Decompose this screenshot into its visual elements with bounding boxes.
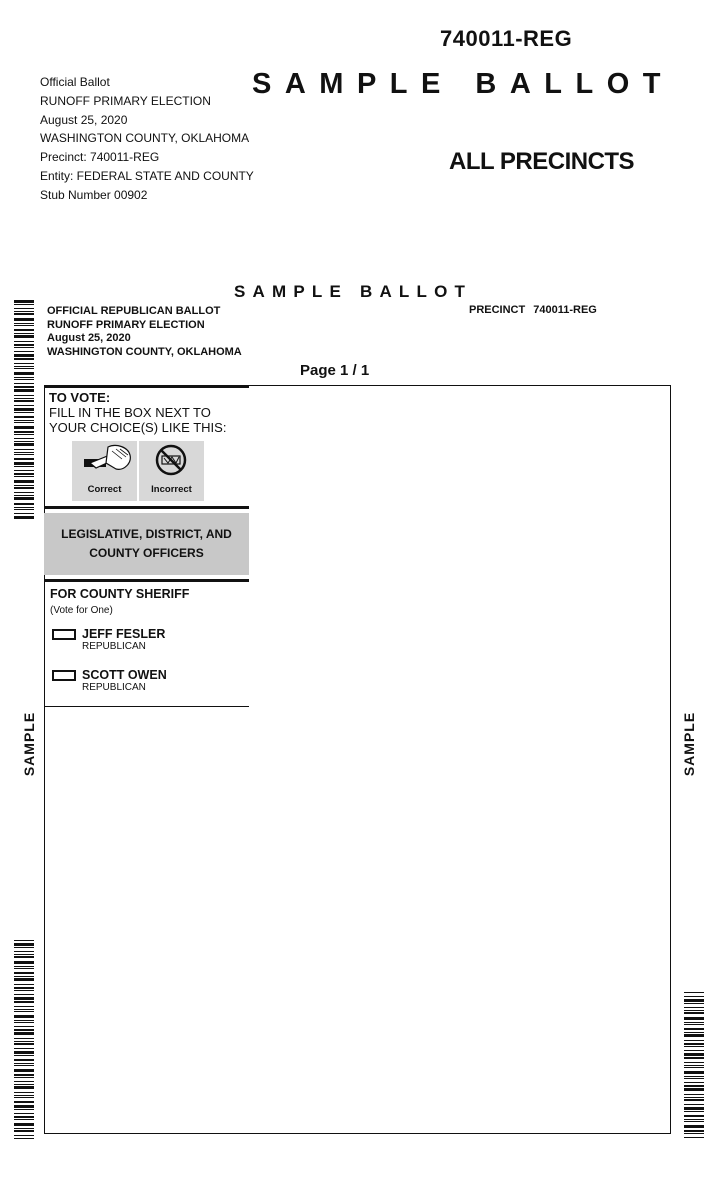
timing-mark xyxy=(14,1092,34,1093)
timing-mark xyxy=(14,1009,34,1010)
timing-mark xyxy=(14,984,34,985)
timing-mark xyxy=(14,1063,34,1064)
ballot-info-line: OFFICIAL REPUBLICAN BALLOT xyxy=(47,305,221,317)
ballot-info-line: WASHINGTON COUNTY, OKLAHOMA xyxy=(47,345,242,358)
timing-mark xyxy=(14,1059,34,1061)
timing-mark xyxy=(14,422,34,423)
header-line: Entity: FEDERAL STATE AND COUNTY xyxy=(40,168,254,183)
timing-mark xyxy=(684,1010,704,1011)
timing-mark xyxy=(14,458,34,460)
timing-mark xyxy=(684,1137,704,1138)
timing-mark xyxy=(14,476,34,477)
timing-mark xyxy=(14,1097,34,1098)
precinct-value: 740011-REG xyxy=(533,304,597,316)
timing-mark xyxy=(14,1084,34,1085)
timing-mark xyxy=(14,1081,34,1082)
timing-mark xyxy=(14,366,34,367)
timing-mark xyxy=(684,1097,704,1098)
instructions-line: YOUR CHOICE(S) LIKE THIS: xyxy=(49,420,227,435)
timing-mark xyxy=(684,1057,704,1059)
candidate-option[interactable] xyxy=(50,668,249,698)
timing-mark xyxy=(14,333,34,334)
timing-mark xyxy=(14,480,34,483)
timing-mark xyxy=(14,368,34,369)
instructions-title: TO VOTE: xyxy=(49,390,111,405)
all-precincts-label: ALL PRECINCTS xyxy=(449,148,635,175)
timing-mark xyxy=(14,1101,34,1103)
timing-mark xyxy=(14,1022,34,1023)
timing-mark xyxy=(14,487,34,489)
ballot-id: 740011-REG xyxy=(440,26,573,51)
timing-mark xyxy=(14,1113,34,1114)
timing-mark xyxy=(14,997,34,1000)
timing-marks-top-left xyxy=(14,300,34,518)
divider xyxy=(44,706,249,707)
vote-for-rule: (Vote for One) xyxy=(50,605,113,616)
timing-mark xyxy=(14,363,34,364)
timing-mark xyxy=(14,956,34,958)
candidate-party: REPUBLICAN xyxy=(82,682,146,693)
divider xyxy=(44,506,249,509)
timing-mark xyxy=(14,377,34,378)
timing-mark xyxy=(684,996,704,997)
header-line: RUNOFF PRIMARY ELECTION xyxy=(40,93,211,108)
timing-marks-bottom-right xyxy=(684,992,704,1140)
timing-mark xyxy=(14,462,34,465)
timing-mark xyxy=(14,495,34,496)
timing-mark xyxy=(14,947,34,948)
sample-ballot-banner: SAMPLE BALLOT xyxy=(252,68,674,100)
timing-mark xyxy=(14,308,34,309)
timing-mark xyxy=(684,1040,704,1041)
timing-mark xyxy=(684,1130,704,1132)
candidate-party: REPUBLICAN xyxy=(82,641,146,652)
timing-mark xyxy=(14,466,34,467)
timing-mark xyxy=(14,1043,34,1045)
timing-mark xyxy=(684,1003,704,1004)
timing-mark xyxy=(684,1024,704,1025)
timing-mark xyxy=(14,389,34,392)
timing-mark xyxy=(684,999,704,1002)
vote-target-box[interactable] xyxy=(52,670,76,681)
timing-mark xyxy=(14,976,34,977)
timing-mark xyxy=(14,470,34,471)
correct-example xyxy=(72,441,137,501)
timing-mark xyxy=(14,426,34,429)
timing-mark xyxy=(684,1007,704,1008)
header-info xyxy=(40,73,254,205)
timing-mark xyxy=(14,311,34,312)
timing-mark xyxy=(14,329,34,331)
timing-mark xyxy=(684,1043,704,1045)
vote-target-box[interactable] xyxy=(52,629,76,640)
timing-mark xyxy=(14,1086,34,1089)
timing-mark xyxy=(14,473,34,475)
header-line: August 25, 2020 xyxy=(40,112,128,127)
timing-mark xyxy=(14,1006,34,1007)
ballot-info-line: August 25, 2020 xyxy=(47,332,131,344)
section-title-line: LEGISLATIVE, DISTRICT, AND xyxy=(61,527,232,541)
timing-mark xyxy=(14,1041,34,1042)
timing-mark xyxy=(14,416,34,418)
timing-mark xyxy=(684,1085,704,1087)
header-line: Precinct: 740011-REG xyxy=(40,150,160,165)
prohibited-icon xyxy=(139,441,204,481)
timing-mark xyxy=(684,1104,704,1105)
timing-mark xyxy=(684,1053,704,1056)
timing-mark xyxy=(14,408,34,411)
timing-mark xyxy=(684,1067,704,1068)
timing-mark xyxy=(684,1046,704,1047)
timing-mark xyxy=(684,1012,704,1014)
timing-mark xyxy=(14,1116,34,1118)
timing-mark xyxy=(14,1032,34,1035)
correct-label: Correct xyxy=(87,484,122,495)
timing-mark xyxy=(684,1115,704,1117)
timing-mark xyxy=(14,1048,34,1049)
timing-mark xyxy=(14,379,34,380)
timing-mark xyxy=(14,441,34,442)
timing-mark xyxy=(14,443,34,446)
timing-mark xyxy=(14,940,34,941)
timing-mark xyxy=(14,1029,34,1031)
timing-mark xyxy=(14,1074,34,1076)
timing-mark xyxy=(14,420,34,421)
timing-mark xyxy=(684,1078,704,1079)
timing-mark xyxy=(14,354,34,357)
timing-mark xyxy=(14,951,34,952)
timing-mark xyxy=(684,1119,704,1120)
timing-mark xyxy=(14,449,34,450)
timing-mark xyxy=(14,968,34,969)
timing-mark xyxy=(14,1015,34,1018)
timing-mark xyxy=(14,1109,34,1110)
inner-sample-banner: SAMPLE BALLOT xyxy=(234,282,473,301)
timing-mark xyxy=(14,492,34,493)
timing-mark xyxy=(684,1065,704,1066)
timing-mark xyxy=(14,452,34,453)
timing-mark xyxy=(14,323,34,324)
timing-mark xyxy=(14,400,34,402)
timing-mark xyxy=(684,1082,704,1083)
incorrect-label: Incorrect xyxy=(151,484,192,495)
timing-mark xyxy=(14,1128,34,1129)
timing-mark xyxy=(14,1026,34,1027)
timing-mark xyxy=(14,347,34,348)
timing-mark xyxy=(14,1095,34,1096)
precinct-label: PRECINCT xyxy=(469,304,526,316)
timing-mark xyxy=(14,507,34,508)
page-number: Page 1 / 1 xyxy=(300,362,370,379)
timing-mark xyxy=(684,1107,704,1110)
timing-mark xyxy=(684,1034,704,1037)
timing-mark xyxy=(14,325,34,326)
timing-mark xyxy=(14,318,34,321)
timing-mark xyxy=(14,994,34,995)
timing-mark xyxy=(14,1123,34,1126)
timing-mark xyxy=(14,513,34,514)
timing-mark xyxy=(684,1121,704,1122)
timing-mark xyxy=(14,386,34,388)
instructions-line: FILL IN THE BOX NEXT TO xyxy=(49,405,211,420)
timing-mark xyxy=(14,966,34,967)
timing-mark xyxy=(14,372,34,375)
timing-mark xyxy=(14,503,34,505)
timing-mark xyxy=(14,485,34,486)
timing-mark xyxy=(14,1055,34,1056)
timing-mark xyxy=(14,405,34,406)
timing-mark xyxy=(14,1135,34,1136)
mark-examples xyxy=(72,441,249,501)
timing-mark xyxy=(14,954,34,955)
timing-mark xyxy=(14,1001,34,1003)
candidate-name: JEFF FESLER xyxy=(82,627,166,641)
timing-mark xyxy=(14,454,34,455)
timing-mark xyxy=(14,1119,34,1120)
timing-mark xyxy=(14,434,34,435)
timing-mark xyxy=(14,1105,34,1108)
timing-mark xyxy=(14,438,34,439)
timing-mark xyxy=(14,344,34,346)
header-line: Stub Number 00902 xyxy=(40,187,148,202)
section-header xyxy=(44,513,249,575)
timing-mark xyxy=(14,383,34,384)
candidate-name: SCOTT OWEN xyxy=(82,668,167,682)
timing-mark xyxy=(14,1051,34,1054)
timing-mark xyxy=(14,313,34,315)
precinct-line xyxy=(469,304,605,316)
header-line: Official Ballot xyxy=(40,75,110,89)
timing-mark xyxy=(14,972,34,974)
timing-mark xyxy=(14,961,34,964)
timing-mark xyxy=(14,431,34,433)
section-title-line: COUNTY OFFICERS xyxy=(89,546,204,560)
timing-mark xyxy=(14,1069,34,1072)
side-sample-label-left: SAMPLE xyxy=(21,711,37,777)
timing-mark xyxy=(684,1076,704,1077)
timing-mark xyxy=(684,1088,704,1091)
incorrect-example xyxy=(139,441,204,501)
timing-mark xyxy=(14,1138,34,1139)
ballot-column xyxy=(44,385,249,707)
timing-mark xyxy=(14,300,34,303)
candidate-option[interactable] xyxy=(50,627,249,657)
ballot-info xyxy=(47,305,242,359)
timing-mark xyxy=(14,987,34,989)
timing-mark xyxy=(14,1038,34,1039)
timing-mark xyxy=(14,304,34,305)
timing-mark xyxy=(14,1011,34,1012)
timing-mark xyxy=(684,1032,704,1033)
timing-mark xyxy=(14,978,34,981)
timing-mark xyxy=(14,351,34,352)
timing-mark xyxy=(684,992,704,993)
timing-mark xyxy=(14,335,34,338)
side-sample-label-right: SAMPLE xyxy=(681,711,697,777)
timing-mark xyxy=(14,1130,34,1132)
timing-mark xyxy=(684,1071,704,1074)
timing-mark xyxy=(14,943,34,946)
timing-mark xyxy=(14,509,34,510)
timing-mark xyxy=(684,1111,704,1112)
timing-mark xyxy=(684,1125,704,1128)
timing-mark xyxy=(14,358,34,360)
timing-marks-bottom-left xyxy=(14,940,34,1140)
ballot-info-line: RUNOFF PRIMARY ELECTION xyxy=(47,318,205,331)
timing-mark xyxy=(684,1050,704,1051)
pen-hand-icon xyxy=(72,441,137,481)
timing-mark xyxy=(14,412,34,413)
timing-mark xyxy=(14,1077,34,1078)
voting-instructions xyxy=(44,388,249,435)
timing-mark xyxy=(684,1017,704,1020)
timing-mark xyxy=(684,1022,704,1023)
timing-mark xyxy=(14,516,34,519)
contest-title: FOR COUNTY SHERIFF xyxy=(50,587,190,601)
timing-mark xyxy=(14,1020,34,1021)
timing-mark xyxy=(14,395,34,396)
timing-mark xyxy=(684,1062,704,1063)
timing-mark xyxy=(14,497,34,500)
timing-mark xyxy=(684,1133,704,1134)
timing-mark xyxy=(14,1065,34,1066)
timing-mark xyxy=(684,1099,704,1101)
contest-county-sheriff xyxy=(44,582,249,706)
header-line: WASHINGTON COUNTY, OKLAHOMA xyxy=(40,131,250,146)
timing-mark xyxy=(14,341,34,342)
timing-mark xyxy=(14,990,34,991)
timing-mark xyxy=(14,398,34,399)
timing-mark xyxy=(684,1028,704,1030)
timing-mark xyxy=(684,1094,704,1095)
